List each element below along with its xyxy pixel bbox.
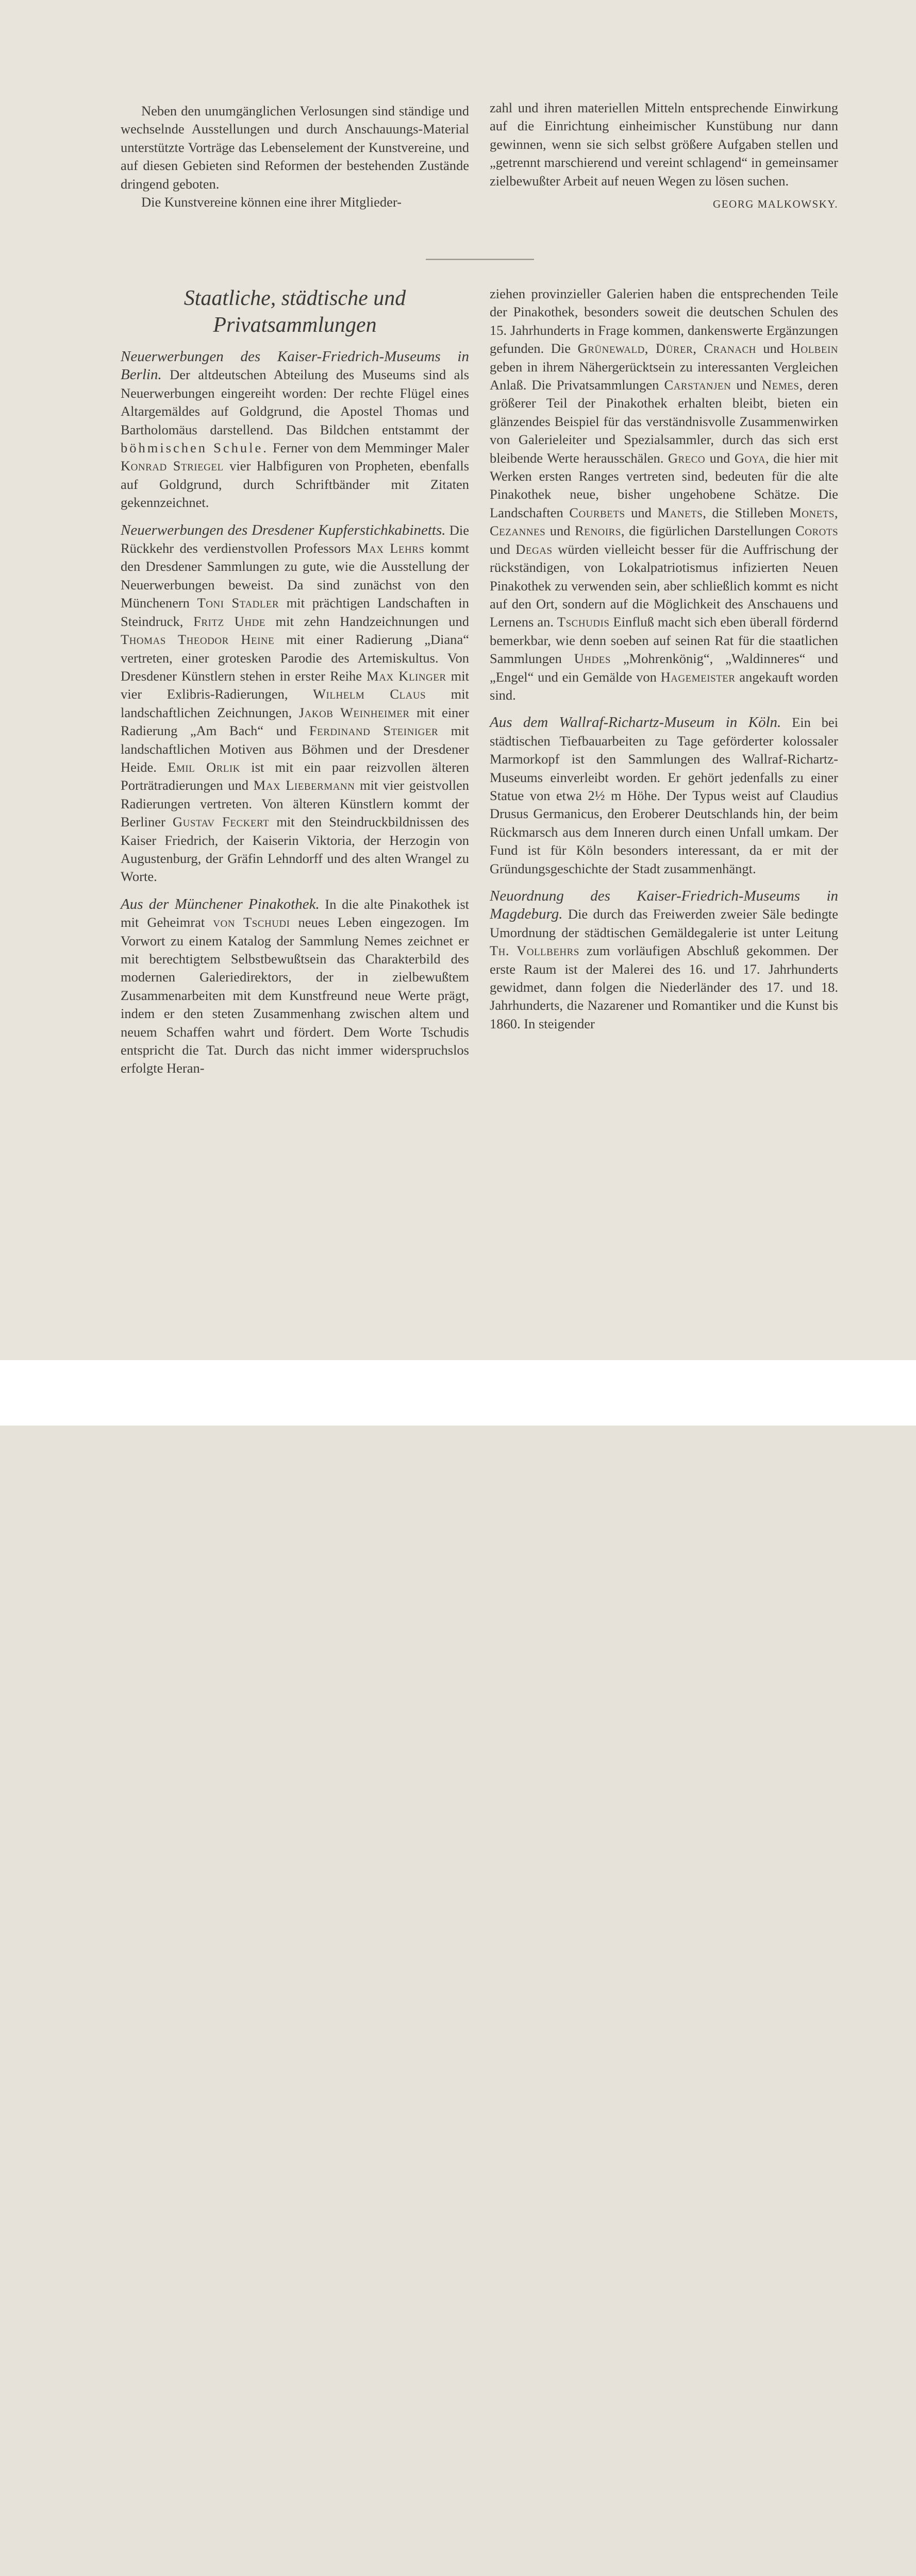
divider-rule — [426, 259, 534, 260]
left-column — [121, 285, 469, 1078]
paragraph: zahl und ihren materiellen Mitteln entsprechende Einwirkung auf die Einrichtung einheimischer Kunstübung nur dann gewinnen, wenn sie sich selbst größere Aufgaben stellen und „getrennt marschierend und vereint schlagend“ in gemeinsamer zielbewußter Arbeit auf neuen Wegen zu lösen suchen. GEORG MALKOWSKY. — [490, 99, 838, 190]
article-cologne: Aus dem Wallraf-Richartz-Museum in Köln. Ein bei städtischen Tiefbauarbeiten zu Tage geförderter kolossaler Marmorkopf ist den Sammlungen des Wallraf-Richartz-Museums einverleibt worden. Er gehört jedenfalls zu einer Statue von etwa 2½ m Höhe. Der Typus weist auf Claudius Drusus Germanicus, den Eroberer Deutschlands hin, der beim Rückmarsch aus dem Inneren durch einen Unfall umkam. Der Fund ist für Köln besonders interessant, da er mit der Gründungsgeschichte der Stadt zusammenhängt. — [490, 714, 838, 876]
article-dresden: Neuerwerbungen des Dresdener Kupferstichkabinetts. Die Rückkehr des verdienstvollen Professors Max Lehrs kommt den Dresdener Sammlungen zu gute, wie die Ausstellung der Neuerwerbungen beweist. Da sind zunächst von den Münchenern Toni Stadler mit prächtigen Landschaften in Steindruck, Fritz Uhde mit zehn Handzeichnungen und Thomas Theodor Heine mit einer Radierung „Diana“ vertreten, einer grotesken Parodie des Artemiskultus. Von Dresdener Künstlern stehen in erster Reihe Max Klinger mit vier Exlibris-Radierungen, Wilhelm Claus mit landschaftlichen Zeichnungen, Jakob Weinheimer mit einer Radierung „Am Bach“ und Ferdinand Steiniger mit landschaftlichen Motiven aus Böhmen und der Dresdener Heide. Emil Orlik ist mit ein paar reizvollen älteren Porträtradierungen und Max Liebermann mit vier geistvollen Radierungen vertreten. Von älteren Künstlern kommt der Berliner Gustav Feckert mit den Steindruckbildnissen des Kaiser Friedrich, der Kaiserin Viktoria, der Herzogin von Augustenburg, der Gräfin Lehndorff und des alten Wrangel zu Worte. — [121, 521, 470, 885]
subheading: Neuerwerbungen des Dresdener Kupferstichkabinetts. — [121, 521, 446, 538]
footer-bar — [0, 1360, 916, 1426]
paragraph: Die Kunstvereine können eine ihrer Mitglieder- — [141, 194, 402, 210]
right-column — [490, 285, 838, 1033]
intro-left-column — [121, 102, 469, 211]
article-munich: Aus der Münchener Pinakothek. In die alte Pinakothek ist mit Geheimrat von Tschudi neues Leben eingezogen. Im Vorwort zu einem Katalog der Sammlung Nemes zeichnet er mit berechtigtem Selbstbewußtsein das Charakterbild des modernen Galeriedirektors, der in zielbewußtem Zusammenarbeiten mit dem Kunstfreund neue Werte prägt, indem er den steten Zusammenhang zwischen altem und neuem Schaffen wahrt und fördert. Dem Worte Tschudis entspricht die Tat. Durch das nicht immer widerspruchslos erfolgte Heran- — [121, 895, 469, 1076]
section-title: Staatliche, städtische und Privatsammlungen — [184, 286, 406, 337]
article-munich-continued: ziehen provinzieller Galerien haben die entsprechenden Teile der Pinakothek, besonders soweit die deutschen Schulen des 15. Jahrhunderts in Frage kommen, dankenswerte Ergänzungen gefunden. Die Grünewald, Dürer, Cranach und Holbein geben in ihrem Nähergerücktsein zu interessanten Vergleichen Anlaß. Die Privatsammlungen Carstanjen und Nemes, deren größerer Teil der Pinakothek erhalten bleibt, bieten ein glänzendes Beispiel für das verständnisvolle Zusammenwirken von Galerieleiter und Spezialsammler, durch das sich erst bleibende Werte herausschälen. Greco und Goya, die hier mit Werken ersten Ranges vertreten sind, bedeuten für die alte Pinakothek neue, bisher ungehobene Schätze. Die Landschaften Courbets und Manets, die Stilleben Monets, Cezannes und Renoirs, die figürlichen Darstellungen Corots und Degas würden vielleicht besser für die Auffrischung der rückständigen, von Lokalpatriotismus infizierten Neuen Pinakothek zu verwenden sein, aber schließlich kommt es nicht auf den Ort, sondern auf die Möglichkeit des Anschauens und Lernens an. Tschudis Einfluß macht sich eben überall fördernd bemerkbar, wie denn soeben auf seinen Rat für die staatlichen Sammlungen Uhdes „Mohrenkönig“, „Waldinneres“ und „Engel“ und ein Gemälde von Hagemeister angekauft worden sind. — [490, 286, 839, 703]
subheading: Aus der Münchener Pinakothek. — [121, 895, 320, 912]
article-berlin: Neuerwerbungen des Kaiser-Friedrich-Museums in Berlin. Der altdeutschen Abteilung des Museums sind als Neuerwerbungen eingereiht worden: Der rechte Flügel eines Altargemäldes auf Goldgrund, die Apostel Thomas und Bartholomäus darstellend. Das Bildchen entstammt der böhmischen Schule. Ferner von dem Memminger Maler Konrad Striegel vier Halbfiguren von Propheten, ebenfalls auf Goldgrund, durch Schriftbänder mit Zitaten gekennzeichnet. — [121, 348, 470, 511]
subheading: Aus dem Wallraf-Richartz-Museum in Köln. — [490, 714, 781, 731]
subheading: Neuordnung des Kaiser-Friedrich-Museums in Magdeburg. — [490, 888, 838, 923]
article-magdeburg: Neuordnung des Kaiser-Friedrich-Museums in Magdeburg. Die durch das Freiwerden zweier Säle bedingte Umordnung der städtischen Gemäldegalerie ist unter Leitung Th. Vollbehrs zum vorläufigen Abschluß gekommen. Der erste Raum ist der Malerei des 16. und 17. Jahrhunderts gewidmet, dann folgen die Niederländer des 17. und 18. Jahrhunderts, die Nazarener und Romantiker und die Kunst bis 1860. In steigender — [490, 888, 838, 1031]
paragraph: Neben den unumgänglichen Verlosungen sind ständige und wechselnde Ausstellungen und durch Anschauungs-Material unterstützte Vorträge das Lebenselement der Kunstvereine, und auf diesen Gebieten sind Reformen der bestehenden Zustände dringend geboten. — [121, 103, 469, 192]
intro-right-column — [490, 99, 838, 213]
author-signature: GEORG MALKOWSKY. — [713, 198, 838, 211]
subheading: Neuerwerbungen des Kaiser-Friedrich-Museums in Berlin. — [121, 348, 469, 383]
